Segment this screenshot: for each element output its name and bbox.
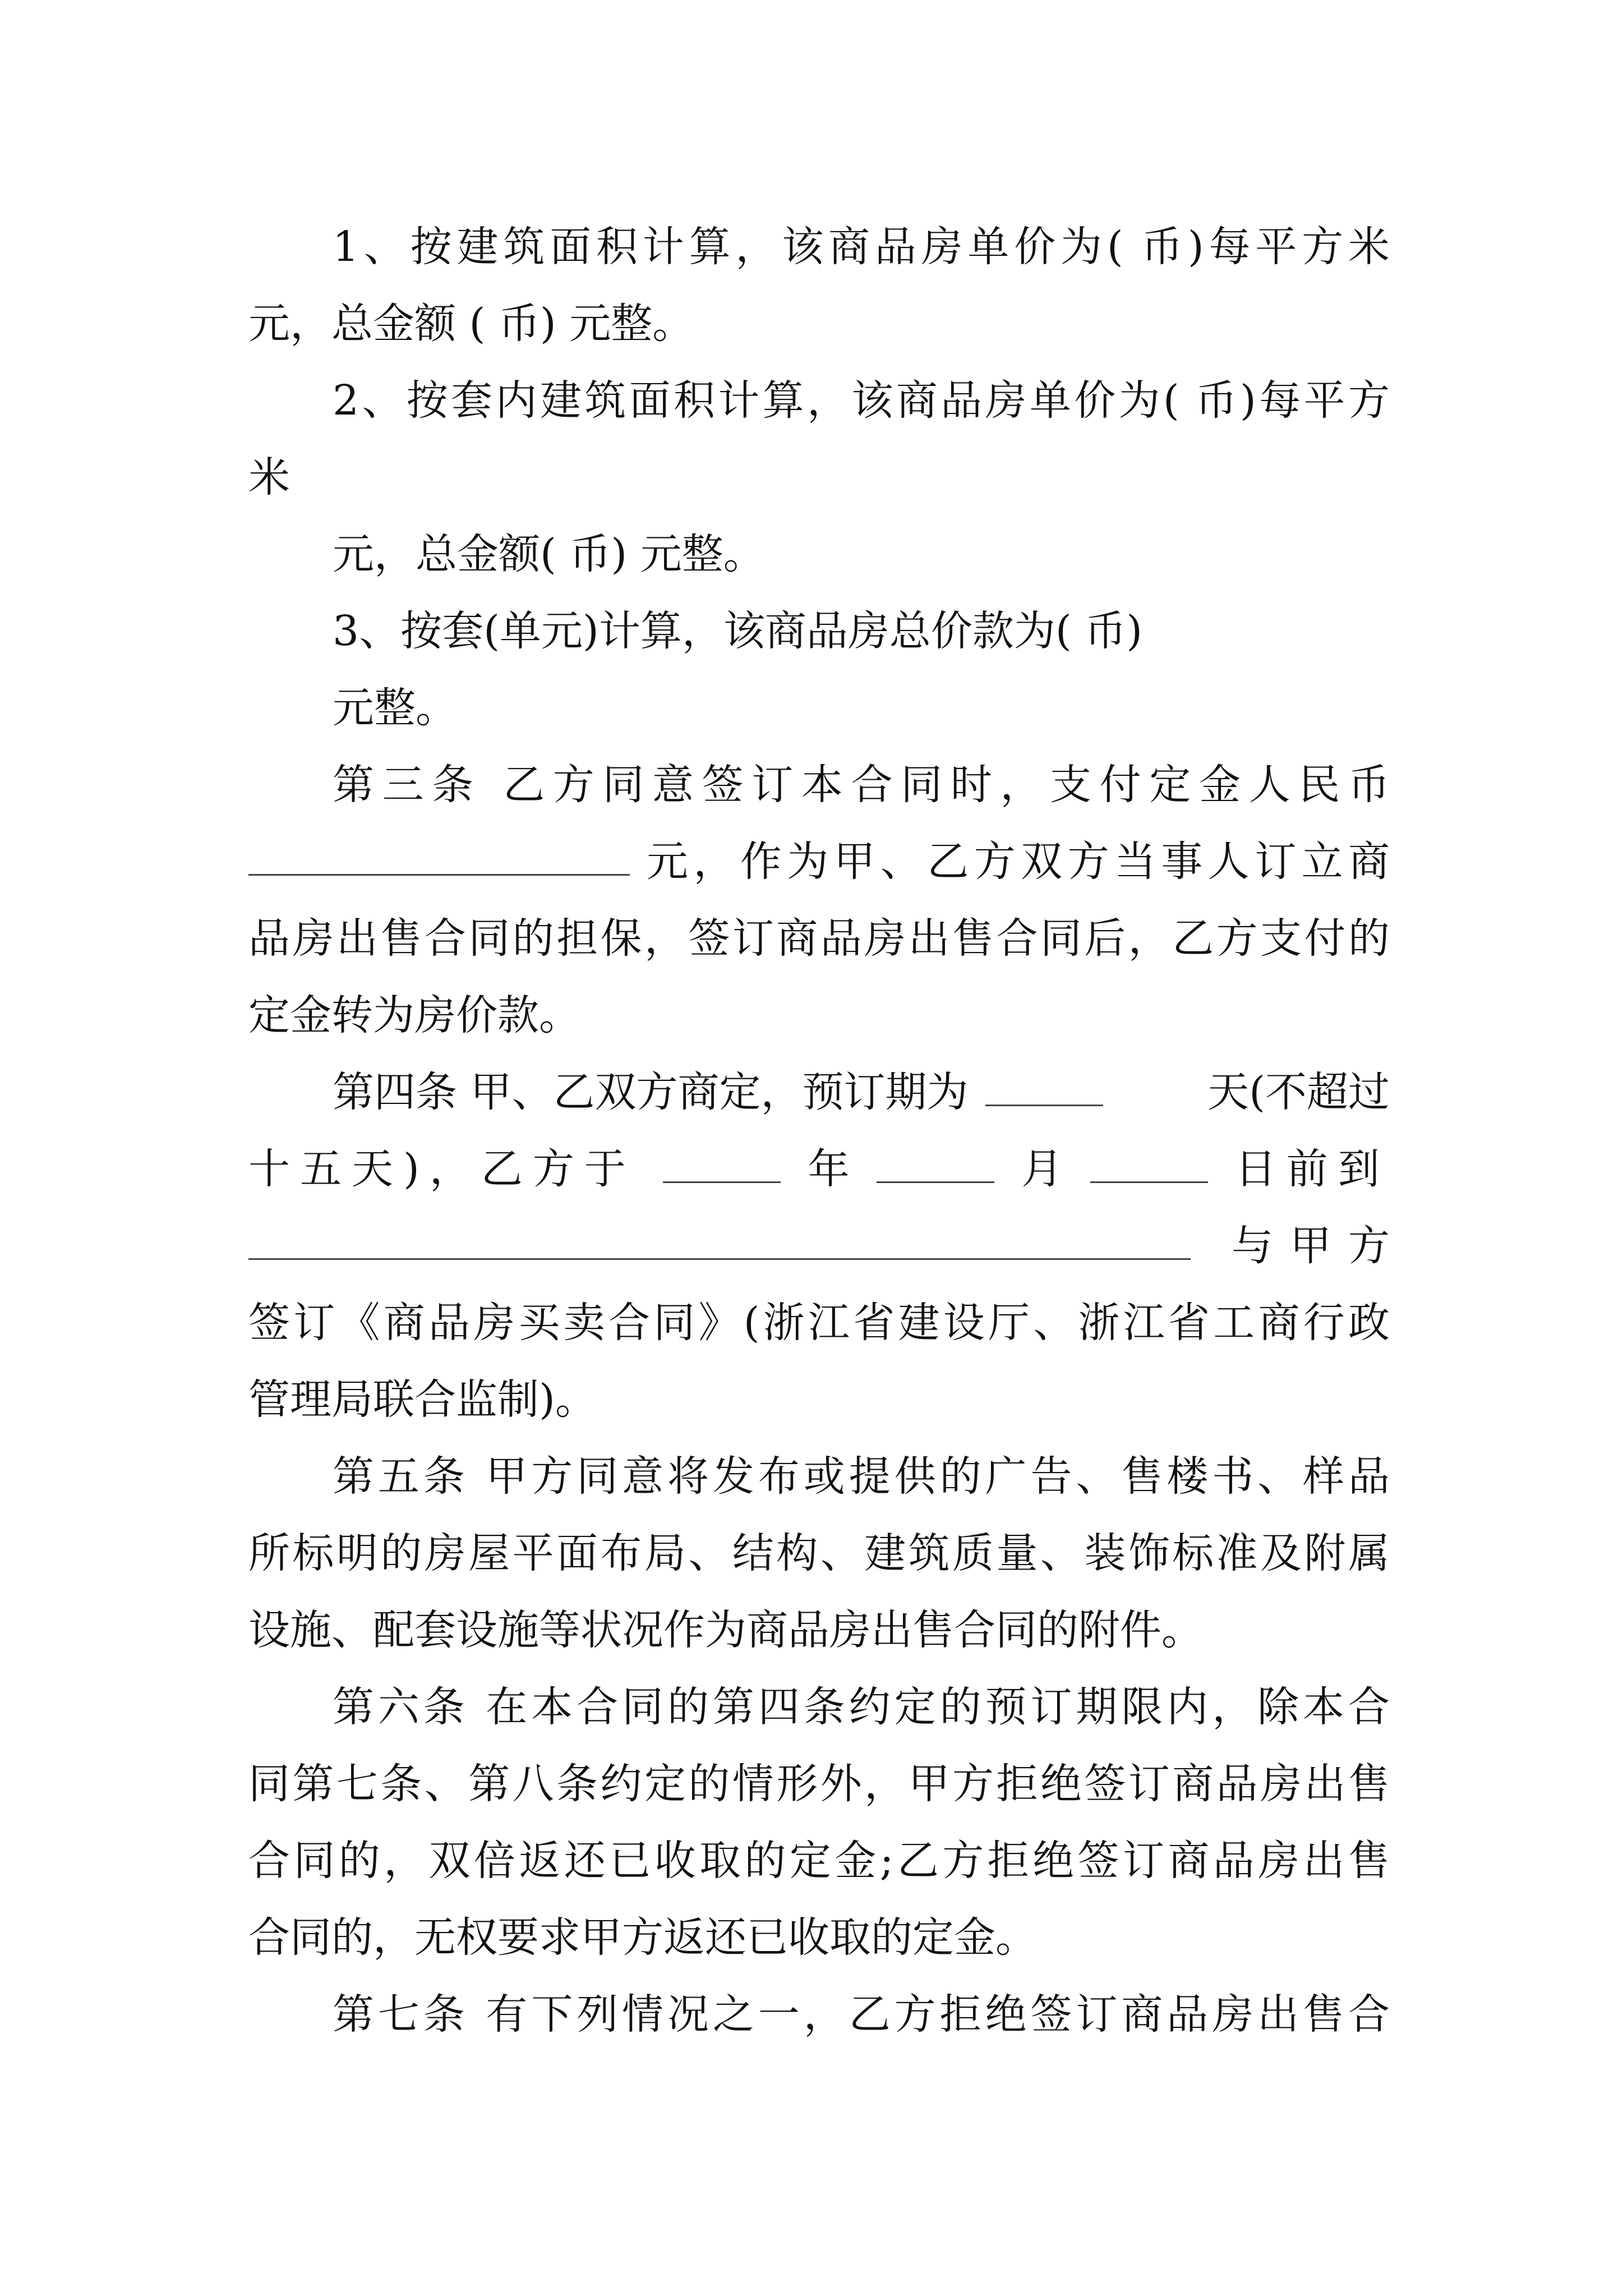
- fill-blank-deposit[interactable]: [248, 835, 630, 876]
- text-line: 合同的，无权要求甲方返还已收取的定金。: [248, 1913, 1037, 1962]
- fill-blank-days[interactable]: [985, 1065, 1103, 1106]
- text-fragment: 天(不超过: [1207, 1068, 1390, 1116]
- text-fragment: 第四条 甲、乙双方商定，预订期为: [333, 1068, 969, 1116]
- text-fragment: 月: [1021, 1145, 1063, 1193]
- text-line: 元，总金额( 币) 元整。: [333, 530, 765, 578]
- text-line: 品房出售合同的担保，签订商品房出售合同后，乙方支付的: [248, 914, 1390, 963]
- text-fragment: 十五天)，乙方于: [248, 1145, 636, 1193]
- text-line: 元，总金额 ( 币) 元整。: [248, 300, 694, 348]
- text-line: 合同的，双倍返还已收取的定金;乙方拒绝签订商品房出售: [248, 1837, 1390, 1885]
- text-line: 3、按套(单元)计算，该商品房总价款为( 币): [333, 607, 1143, 655]
- text-line: 2、按套内建筑面积计算，该商品房单价为( 币)每平方: [333, 376, 1390, 425]
- text-fragment: 元，作为甲、乙方双方当事人订立商: [647, 838, 1390, 886]
- text-line-with-blank: [248, 823, 1390, 900]
- text-line: 1、按建筑面积计算，该商品房单价为( 币)每平方米: [333, 223, 1390, 271]
- article-6-heading-line: 第六条 在本合同的第四条约定的预订期限内，除本合: [333, 1683, 1390, 1731]
- fill-blank-day[interactable]: [1090, 1142, 1208, 1183]
- text-line: 定金转为房价款。: [248, 991, 580, 1039]
- text-line: 米: [248, 453, 290, 501]
- article-5-heading-line: 第五条 甲方同意将发布或提供的广告、售楼书、样品: [333, 1452, 1390, 1501]
- text-line-with-blanks: [248, 1131, 1390, 1208]
- document-page: [248, 209, 1407, 2053]
- text-fragment: 日前到: [1234, 1145, 1390, 1193]
- fill-blank-month[interactable]: [877, 1142, 994, 1183]
- article-4-line: [248, 1054, 1390, 1131]
- article-3-heading-line: 第三条 乙方同意签订本合同时，支付定金人民币: [333, 761, 1390, 809]
- text-fragment: 年: [808, 1145, 850, 1193]
- text-line-with-blank: [248, 1208, 1407, 1285]
- article-7-heading-line: 第七条 有下列情况之一，乙方拒绝签订商品房出售合: [333, 1990, 1390, 2039]
- text-line: 元整。: [333, 684, 457, 732]
- text-line: 签订《商品房买卖合同》(浙江省建设厅、浙江省工商行政: [248, 1299, 1390, 1347]
- text-line: 设施、配套设施等状况作为商品房出售合同的附件。: [248, 1606, 1203, 1654]
- fill-blank-year[interactable]: [663, 1142, 781, 1183]
- fill-blank-location[interactable]: [248, 1219, 1191, 1260]
- text-line: 所标明的房屋平面布局、结构、建筑质量、装饰标准及附属: [248, 1529, 1390, 1577]
- text-line: 同第七条、第八条约定的情形外，甲方拒绝签订商品房出售: [248, 1760, 1390, 1808]
- text-line: 管理局联合监制)。: [248, 1375, 597, 1424]
- text-fragment: 与甲方: [1232, 1222, 1407, 1270]
